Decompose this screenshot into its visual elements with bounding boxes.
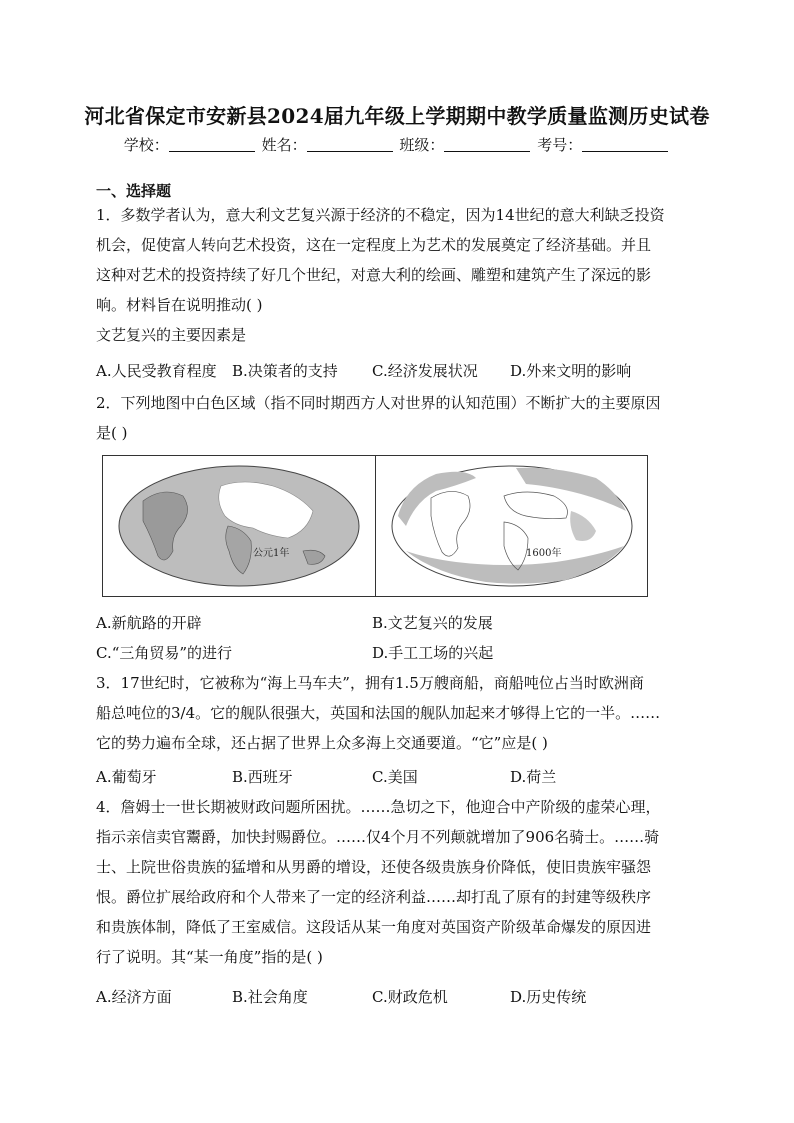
question-4-stem <box>96 792 706 972</box>
question-2-stem <box>96 388 706 448</box>
question-line: 文艺复兴的主要因素是 <box>96 326 247 344</box>
question-line: 这种对艺术的投资持续了好几个世纪，对意大利的绘画、雕塑和建筑产生了深远的影 <box>96 266 652 284</box>
option-a[interactable]: A.新航路的开辟 <box>96 614 202 632</box>
question-line: 指示亲信卖官鬻爵，加快封赐爵位。……仅4个月不列颠就增加了906名骑士。……骑 <box>96 828 660 846</box>
question-line: 3．17世纪时，它被称为“海上马车夫”，拥有1.5万艘商船，商船吨位占当时欧洲商 <box>96 674 644 692</box>
section-title: 一、选择题 <box>96 182 172 200</box>
question-line: 4．詹姆士一世长期被财政问题所困扰。……急切之下，他迎合中产阶级的虚荣心理， <box>96 798 661 816</box>
question-line: 和贵族体制，降低了王室威信。这段话从某一角度对英国资产阶级革命爆发的原因进 <box>96 918 652 936</box>
option-d[interactable]: D.荷兰 <box>510 768 557 786</box>
question-1-stem <box>96 200 706 350</box>
class-blank[interactable] <box>444 137 530 152</box>
option-d[interactable]: D.外来文明的影响 <box>510 362 632 380</box>
question-line: 机会，促使富人转向艺术投资，这在一定程度上为艺术的发展奠定了经济基础。并且 <box>96 236 652 254</box>
option-a[interactable]: A.经济方面 <box>96 988 172 1006</box>
option-c[interactable]: C.经济发展状况 <box>372 362 478 380</box>
option-c[interactable]: C.“三角贸易”的进行 <box>96 644 233 662</box>
question-line: 船总吨位的3/4。它的舰队很强大，英国和法国的舰队加起来才够得上它的一半。…… <box>96 704 661 722</box>
map-year-1600 <box>376 456 648 596</box>
class-label: 班级： <box>399 136 445 154</box>
option-b[interactable]: B.文艺复兴的发展 <box>372 614 493 632</box>
student-info-row <box>0 134 794 155</box>
question-line: 1．多数学者认为，意大利文艺复兴源于经济的不稳定，因为14世纪的意大利缺乏投资 <box>96 206 665 224</box>
question-line: 是( ) <box>96 424 128 442</box>
option-b[interactable]: B.社会角度 <box>232 988 308 1006</box>
question-line: 恨。爵位扩展给政府和个人带来了一定的经济利益……却打乱了原有的封建等级秩序 <box>96 888 652 906</box>
question-line: 它的势力遍布全球，还占据了世界上众多海上交通要道。“它”应是( ) <box>96 734 548 752</box>
school-label: 学校： <box>123 136 169 154</box>
school-blank[interactable] <box>169 137 255 152</box>
option-b[interactable]: B.决策者的支持 <box>232 362 338 380</box>
question-line: 响。材料旨在说明推动( ) <box>96 296 263 314</box>
question-line: 2．下列地图中白色区域（指不同时期西方人对世界的认知范围）不断扩大的主要原因 <box>96 394 661 412</box>
option-b[interactable]: B.西班牙 <box>232 768 293 786</box>
question-3-stem <box>96 668 706 758</box>
exam-number-blank[interactable] <box>582 137 668 152</box>
map-label-year-1600: 1600年 <box>526 548 562 559</box>
question-line: 行了说明。其“某一角度”指的是( ) <box>96 948 323 966</box>
option-a[interactable]: A.葡萄牙 <box>96 768 157 786</box>
option-d[interactable]: D.手工工场的兴起 <box>372 644 494 662</box>
option-c[interactable]: C.美国 <box>372 768 418 786</box>
option-d[interactable]: D.历史传统 <box>510 988 587 1006</box>
world-maps-figure <box>102 455 648 597</box>
option-a[interactable]: A.人民受教育程度 <box>96 362 217 380</box>
name-label: 姓名： <box>261 136 307 154</box>
name-blank[interactable] <box>307 137 393 152</box>
exam-title: 河北省保定市安新县2024届九年级上学期期中教学质量监测历史试卷 <box>84 104 710 128</box>
map-label-year-1: 公元1年 <box>253 548 290 559</box>
question-line: 士、上院世俗贵族的猛增和从男爵的增设，还使各级贵族身价降低，使旧贵族牢骚怨 <box>96 858 652 876</box>
option-c[interactable]: C.财政危机 <box>372 988 448 1006</box>
map-year-1 <box>103 456 375 596</box>
exam-number-label: 考号： <box>537 136 583 154</box>
